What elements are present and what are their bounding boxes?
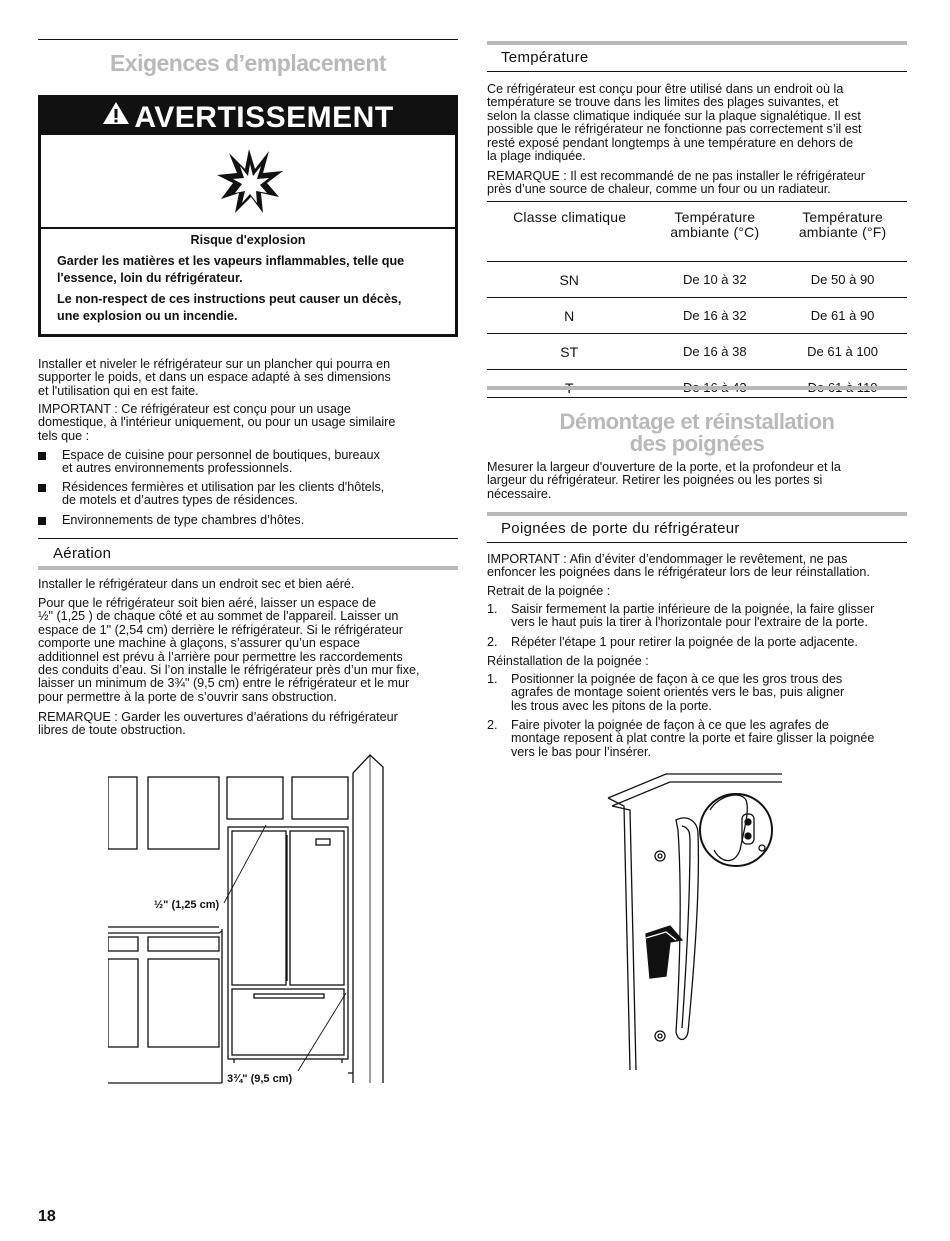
retrait-heading: Retrait de la poignée : [487,584,611,598]
warning-box [38,95,458,337]
header-line: ambiante (°C) [670,224,760,240]
header-line: ambiante (°F) [798,224,887,240]
bullet-text: Environnements de type chambres d’hôtes. [62,513,305,527]
temperature-p2 [487,170,912,197]
step-text: Positionner la poignée de façon à ce que les gros trous des [511,672,843,686]
header-line: Température [802,209,883,225]
warning-triangle-icon [102,96,130,136]
step-text: vers le haut puis la tirer à l'horizontale pour l'extraire de la porte. [511,615,868,630]
explosion-icon [215,147,285,215]
intro-line: supporter le poids, et dans un espace adapté à ses dimensions [38,370,391,385]
bullet-text: et autres environnements professionnels. [62,461,293,476]
bullet-text: Résidences fermières et utilisation par les clients d'hôtels, [62,480,385,494]
aeration-p1: Installer le réfrigérateur dans un endroit sec et bien aéré. [38,577,355,591]
aeration-line: additionnel est prévu à l’arrière pour permettre les raccordements [38,649,403,664]
step-text: agrafes de montage soient orientés vers le bas, puis aligner [511,685,845,700]
table-cell: De 50 à 90 [778,262,907,298]
step-number: 2. [487,718,498,732]
page-number: 18 [38,1208,56,1225]
important-line: tels que : [38,428,90,443]
table-cell: SN [487,262,651,298]
poignees-important-line: enfoncer les poignées dans le réfrigérateur lors de leur réinstallation. [487,565,870,580]
temp-line: Ce réfrigérateur est conçu pour être utilisé dans un endroit où la [487,82,844,96]
poignees-important-line: IMPORTANT : Afin d’éviter d’endommager le revêtement, ne pas [487,552,848,566]
column-header-class: Classe climatique [487,201,651,262]
reinstallation-heading: Réinstallation de la poignée : [487,654,649,668]
aeration-p2 [38,597,463,704]
demontage-paragraph [487,461,912,501]
warning-header [41,98,455,135]
intro-line: Installer et niveler le réfrigérateur sur un plancher qui pourra en [38,357,391,371]
temp-line: resté exposé pendant longtemps à une température en dehors de [487,135,854,150]
warning-icon-area [41,135,455,229]
temp-line: la plage indiquée. [487,149,586,164]
poignees-important [487,553,912,580]
table-header-row [487,201,907,262]
section-title-emplacement: Exigences d’emplacement [109,50,387,76]
aeration-line: pour permettre à la porte de s’ouvrir sans obstruction. [38,689,337,704]
table-cell: De 16 à 38 [651,334,778,370]
aeration-gray-rule [38,566,458,570]
table-bottom-gray-rule [487,386,907,390]
warning-line1b: l'essence, loin du réfrigérateur. [57,271,243,285]
section-title-demontage-line2: des poignées [629,431,765,456]
aeration-note-line: REMARQUE : Garder les ouvertures d’aérations du réfrigérateur [38,710,398,724]
column-header-celsius [651,201,778,262]
demontage-top-rule [487,397,907,398]
subheading-temperature: Température [501,49,589,66]
table-cell: De 10 à 32 [651,262,778,298]
warning-line1a: Garder les matières et les vapeurs inflammables, telle que [57,254,405,268]
table-row [487,334,907,370]
warning-heading: Risque d'explosion [190,233,306,247]
aeration-p3 [38,711,458,738]
temp-line: possible que le réfrigérateur ne fonctionne pas correctement s’il est [487,122,862,137]
table-cell: ST [487,334,651,370]
important-line: domestique, à l'intérieur uniquement, ou pour un usage similaire [38,415,396,430]
step-text: Saisir fermement la partie inférieure de la poignée, la faire glisser [511,602,875,616]
intro-paragraph [38,358,458,398]
aeration-top-rule [38,538,458,539]
table-cell: De 61 à 100 [778,334,907,370]
header-line: Température [674,209,756,225]
warning-title: AVERTISSEMENT [134,101,394,134]
temp-note-line: REMARQUE : Il est recommandé de ne pas installer le réfrigérateur [487,169,865,183]
table-cell: De 16 à 32 [651,298,778,334]
temperature-p1 [487,83,912,163]
warning-line2b: une explosion ou un incendie. [57,309,238,323]
fridge-cabinet-illustration [108,753,388,1085]
bullet-square-icon [38,452,46,460]
bullet-square-icon [38,517,46,525]
step-text: les trous avec les pitons de la porte. [511,698,712,713]
warning-text [41,231,455,325]
bullet-text: Espace de cuisine pour personnel de boutiques, bureaux [62,448,380,462]
bullet-text: de motels et d’autres types de résidences. [62,493,298,508]
step-text: Répéter l'étape 1 pour retirer la poignée de la porte adjacente. [511,635,858,649]
step-text: Faire pivoter la poignée de façon à ce que les agrafes de [511,718,829,732]
aeration-note-line: libres de toute obstruction. [38,723,186,738]
table-row [487,298,907,334]
important-line: IMPORTANT : Ce réfrigérateur est conçu pour un usage [38,402,351,416]
demontage-line: nécessaire. [487,486,552,501]
poignees-gray-rule-top [487,512,907,516]
label-three-quarter-inch: 3¾" (9,5 cm) [227,1073,293,1085]
table-cell: De 61 à 90 [778,298,907,334]
top-rule-left [38,39,458,40]
aeration-line: laisser un minimum de 3¾" (9,5 cm) entre le réfrigérateur et le mur [38,676,410,691]
demontage-line: largeur du réfrigérateur. Retirer les poignées ou les portes si [487,473,823,488]
label-half-inch: ½" (1,25 cm) [154,899,220,911]
temperature-gray-rule-top [487,41,907,45]
poignees-rule [487,542,907,543]
column-header-fahrenheit [778,201,907,262]
step-number: 1. [487,672,498,686]
subheading-poignees: Poignées de porte du réfrigérateur [501,520,740,537]
important-paragraph [38,403,458,443]
temperature-rule [487,71,907,72]
aeration-line: des conduits d’eau. Si l’on installe le réfrigérateur près d’un mur fixe, [38,663,420,678]
climate-class-table [487,201,907,405]
section-title-demontage-line1: Démontage et réinstallation [559,409,835,434]
step-number: 2. [487,635,498,649]
door-handle-illustration [606,770,784,1070]
step-text: montage reposent à plat contre la porte et faire glisser la poignée [511,731,875,746]
temp-line: selon la classe climatique indiquée sur la plaque signalétique. Il est [487,108,861,123]
aeration-line: Pour que le réfrigérateur soit bien aéré, laisser un espace de [38,596,377,610]
table-row [487,262,907,298]
temp-note-line: près d’une source de chaleur, comme un four ou un radiateur. [487,182,831,197]
aeration-line: comporte une machine à glaçons, s’assurer qu’un espace [38,636,361,651]
aeration-line: ½" (1,25 ) de chaque côté et au sommet de l'appareil. Laisser un [38,609,399,624]
step-text: vers le bas pour l’insérer. [511,744,651,759]
subheading-aeration: Aération [53,545,112,562]
temp-line: température se trouve dans les limites des plages suivantes, et [487,95,839,110]
intro-line: et l'utilisation qui en est faite. [38,383,199,398]
demontage-line: Mesurer la largeur d'ouverture de la porte, et la profondeur et la [487,460,841,474]
aeration-line: espace de 1" (2,54 cm) derrière le réfrigérateur. Si le réfrigérateur [38,622,403,637]
step-number: 1. [487,602,498,616]
table-cell: N [487,298,651,334]
warning-line2a: Le non-respect de ces instructions peut causer un décès, [57,292,402,306]
bullet-square-icon [38,484,46,492]
